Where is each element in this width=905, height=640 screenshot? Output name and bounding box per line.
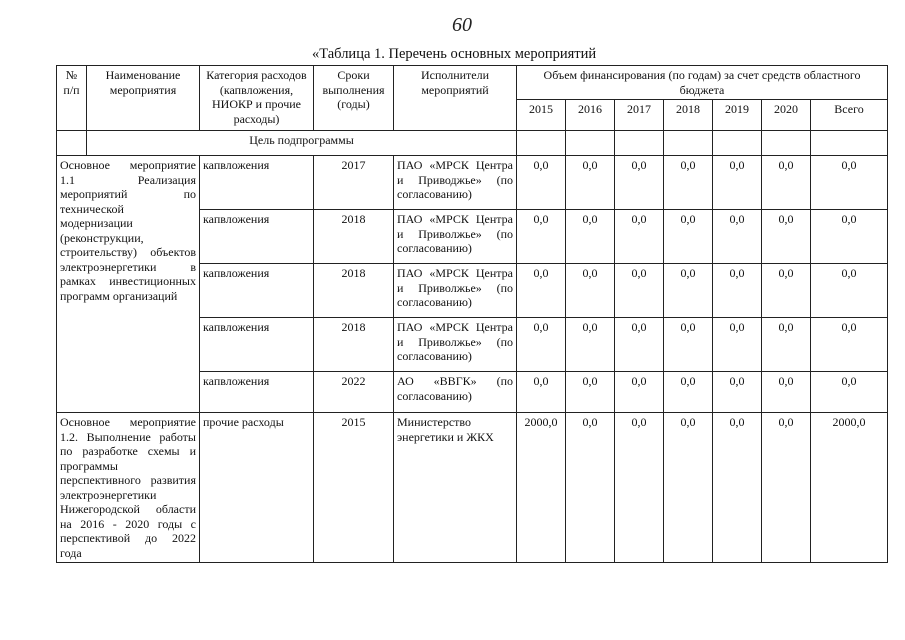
value-cell: 0,0: [664, 413, 713, 563]
term-cell: 2015: [314, 413, 394, 563]
executor-cell: ПАО «МРСК Центра и Приводжье» (по согласованию): [394, 156, 517, 210]
measure-name: Основное мероприятие 1.2. Выполнение работы по разработке схемы и программы перспективного развития электроэнергетики Нижегородской области на 2016 - 2020 годы с перспективой до 2022 года: [57, 413, 200, 563]
term-cell: 2018: [314, 318, 394, 372]
value-cell: 0,0: [517, 372, 566, 413]
measure-name: Основное мероприятие 1.1 Реализация мероприятий по технической модернизации (реконструкции, строительству) объектов электроэнергетики в рамках инвестиционных программ организаций: [57, 156, 200, 413]
header-funding: Объем финансирования (по годам) за счет средств областного бюджета: [517, 66, 888, 100]
value-cell: 0,0: [713, 318, 762, 372]
value-cell: 0,0: [713, 264, 762, 318]
measures-table: [56, 65, 888, 563]
header-year-2018: 2018: [664, 100, 713, 131]
value-cell: 0,0: [517, 210, 566, 264]
category-cell: капвложения: [200, 264, 314, 318]
header-name: Наименование мероприятия: [87, 66, 200, 131]
value-cell: 0,0: [615, 264, 664, 318]
header-executors: Исполнители мероприятий: [394, 66, 517, 131]
value-cell: 0,0: [517, 318, 566, 372]
executor-cell: ПАО «МРСК Центра и Приволжье» (по согласованию): [394, 264, 517, 318]
executor-cell: Министерство энергетики и ЖКХ: [394, 413, 517, 563]
value-cell: 0,0: [566, 210, 615, 264]
value-cell: 0,0: [762, 264, 811, 318]
total-cell: 2000,0: [811, 413, 888, 563]
header-year-2015: 2015: [517, 100, 566, 131]
executor-cell: ПАО «МРСК Центра и Приволжье» (по согласованию): [394, 210, 517, 264]
value-cell: 0,0: [664, 264, 713, 318]
category-cell: прочие расходы: [200, 413, 314, 563]
value-cell: 0,0: [615, 372, 664, 413]
header-year-2019: 2019: [713, 100, 762, 131]
value-cell: 0,0: [615, 210, 664, 264]
goal-empty-cell: [57, 131, 87, 156]
term-cell: 2018: [314, 210, 394, 264]
value-cell: 0,0: [713, 413, 762, 563]
executor-cell: ПАО «МРСК Центра и Приволжье» (по согласованию): [394, 318, 517, 372]
term-cell: 2018: [314, 264, 394, 318]
value-cell: 2000,0: [517, 413, 566, 563]
value-cell: 0,0: [517, 264, 566, 318]
executor-cell: АО «ВВГК» (по согласованию): [394, 372, 517, 413]
total-cell: 0,0: [811, 210, 888, 264]
total-cell: 0,0: [811, 372, 888, 413]
header-total: Всего: [811, 100, 888, 131]
value-cell: 0,0: [664, 318, 713, 372]
header-year-2020: 2020: [762, 100, 811, 131]
category-cell: капвложения: [200, 156, 314, 210]
value-cell: 0,0: [615, 156, 664, 210]
value-cell: 0,0: [762, 318, 811, 372]
header-terms: Сроки выполнения (годы): [314, 66, 394, 131]
page-number: 60: [452, 14, 472, 36]
value-cell: 0,0: [762, 372, 811, 413]
value-cell: 0,0: [566, 372, 615, 413]
total-cell: 0,0: [811, 264, 888, 318]
value-cell: 0,0: [566, 264, 615, 318]
table-row: [57, 156, 888, 210]
total-cell: 0,0: [811, 318, 888, 372]
value-cell: 0,0: [664, 372, 713, 413]
value-cell: 0,0: [713, 210, 762, 264]
header-category: Категория расходов (капвложения, НИОКР и прочие расходы): [200, 66, 314, 131]
table-row: [57, 413, 888, 563]
total-cell: 0,0: [811, 156, 888, 210]
value-cell: 0,0: [664, 210, 713, 264]
value-cell: 0,0: [517, 156, 566, 210]
header-num: № п/п: [57, 66, 87, 131]
value-cell: 0,0: [566, 413, 615, 563]
value-cell: 0,0: [762, 413, 811, 563]
table-title: «Таблица 1. Перечень основных мероприятий: [312, 46, 597, 62]
value-cell: 0,0: [713, 156, 762, 210]
header-year-2017: 2017: [615, 100, 664, 131]
term-cell: 2017: [314, 156, 394, 210]
category-cell: капвложения: [200, 318, 314, 372]
value-cell: 0,0: [762, 156, 811, 210]
goal-label: Цель подпрограммы: [87, 131, 517, 156]
value-cell: 0,0: [566, 156, 615, 210]
category-cell: капвложения: [200, 210, 314, 264]
value-cell: 0,0: [713, 372, 762, 413]
value-cell: 0,0: [762, 210, 811, 264]
category-cell: капвложения: [200, 372, 314, 413]
value-cell: 0,0: [664, 156, 713, 210]
term-cell: 2022: [314, 372, 394, 413]
value-cell: 0,0: [615, 413, 664, 563]
header-year-2016: 2016: [566, 100, 615, 131]
value-cell: 0,0: [615, 318, 664, 372]
value-cell: 0,0: [566, 318, 615, 372]
